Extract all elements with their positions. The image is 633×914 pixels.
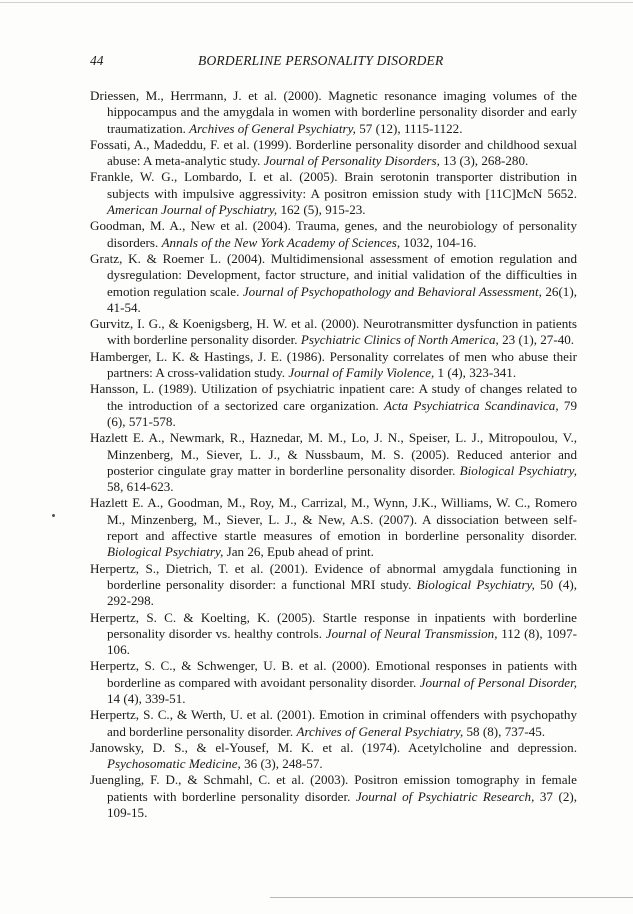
reference-entry: Gurvitz, I. G., & Koenigsberg, H. W. et al. (2000). Neurotransmitter dysfunction in patients with borderline personality disorder. Psychiatric Clinics of North America, 23 (1), 27-40. — [90, 316, 577, 348]
reference-entry: Hazlett E. A., Goodman, M., Roy, M., Carrizal, M., Wynn, J.K., Williams, W. C., Romero M., Minzenberg, M., Siever, L. J., & New, A.S. (2007). A dissociation between self-report and affective startle measures of emotion in borderline personality disorder. Biological Psychiatry, Jan 26, Epub ahead of print. — [90, 495, 577, 560]
reference-entry: Goodman, M. A., New et al. (2004). Trauma, genes, and the neurobiology of personality disorders. Annals of the New York Academy of Sciences, 1032, 104-16. — [90, 218, 577, 250]
page-number: 44 — [90, 53, 104, 68]
reference-entry: Janowsky, D. S., & el-Yousef, M. K. et al. (1974). Acetylcholine and depression. Psychosomatic Medicine, 36 (3), 248-57. — [90, 739, 577, 772]
reference-entry: Herpertz, S. C., & Schwenger, U. B. et al. (2000). Emotional responses in patients with borderline as compared with avoidant personality disorder. Journal of Personal Disorder, 14 (4), 339-51. — [90, 658, 577, 706]
reference-entry: Driessen, M., Herrmann, J. et al. (2000). Magnetic resonance imaging volumes of the hippocampus and the amygdala in women with borderline personality disorder and early traumatization. Archives of General Psychiatry, 57 (12), 1115-1122. — [90, 88, 577, 136]
reference-entry: Fossati, A., Madeddu, F. et al. (1999). Borderline personality disorder and childhood sexual abuse: A meta-analytic study. Journal of Personality Disorders, 13 (3), 268-280. — [90, 136, 577, 169]
reference-entry: Juengling, F. D., & Schmahl, C. et al. (2003). Positron emission tomography in female patients with borderline personality disorder. Journal of Psychiatric Research, 37 (2), 109-15. — [90, 772, 577, 821]
reference-entry: Hazlett E. A., Newmark, R., Haznedar, M. M., Lo, J. N., Speiser, L. J., Mitropoulou, V., Minzenberg, M., Siever, L. J., & Nussbaum, M. S. (2005). Reduced anterior and posterior cingulate gray matter in borderline personality disorder. Biological Psychiatry, 58, 614-623. — [90, 430, 577, 495]
running-header — [90, 53, 580, 73]
reference-entry: Herpertz, S. C., & Werth, U. et al. (2001). Emotion in criminal offenders with psychopathy and borderline personality disorder. Archives of General Psychiatry, 58 (8), 737-45. — [90, 707, 577, 739]
scan-speck — [52, 514, 55, 517]
reference-entry: Herpertz, S., Dietrich, T. et al. (2001). Evidence of abnormal amygdala functioning in borderline personality disorder: a functional MRI study. Biological Psychiatry, 50 (4), 292-298. — [90, 560, 578, 609]
reference-list — [90, 88, 577, 821]
reference-entry: Frankle, W. G., Lombardo, I. et al. (2005). Brain serotonin transporter distribution in subjects with impulsive aggressivity: A positron emission study with [11C]McN 5652. American Journal of Pyschiatry, 162 (5), 915-23. — [90, 169, 577, 218]
top-edge-line — [0, 2, 633, 3]
bottom-edge-line — [270, 897, 633, 898]
reference-entry: Gratz, K. & Roemer L. (2004). Multidimensional assessment of emotion regulation and dysregulation: Development, factor structure, and initial validation of the difficulties in emotion regulation scale. Journal of Psychopathology and Behavioral Assessment, 26(1), 41-54. — [90, 250, 577, 315]
running-title: BORDERLINE PERSONALITY DISORDER — [198, 53, 444, 68]
reference-entry: Hansson, L. (1989). Utilization of psychiatric inpatient care: A study of changes related to the introduction of a sectorized care organization. Acta Psychiatrica Scandinavica, 79 (6), 571-578. — [90, 381, 577, 429]
reference-entry: Herpertz, S. C. & Koelting, K. (2005). Startle response in inpatients with borderline personality disorder vs. healthy controls. Journal of Neural Transmission, 112 (8), 1097-106. — [90, 609, 577, 658]
reference-entry: Hamberger, L. K. & Hastings, J. E. (1986). Personality correlates of men who abuse their partners: A cross-validation study. Journal of Family Violence, 1 (4), 323-341. — [90, 348, 577, 381]
